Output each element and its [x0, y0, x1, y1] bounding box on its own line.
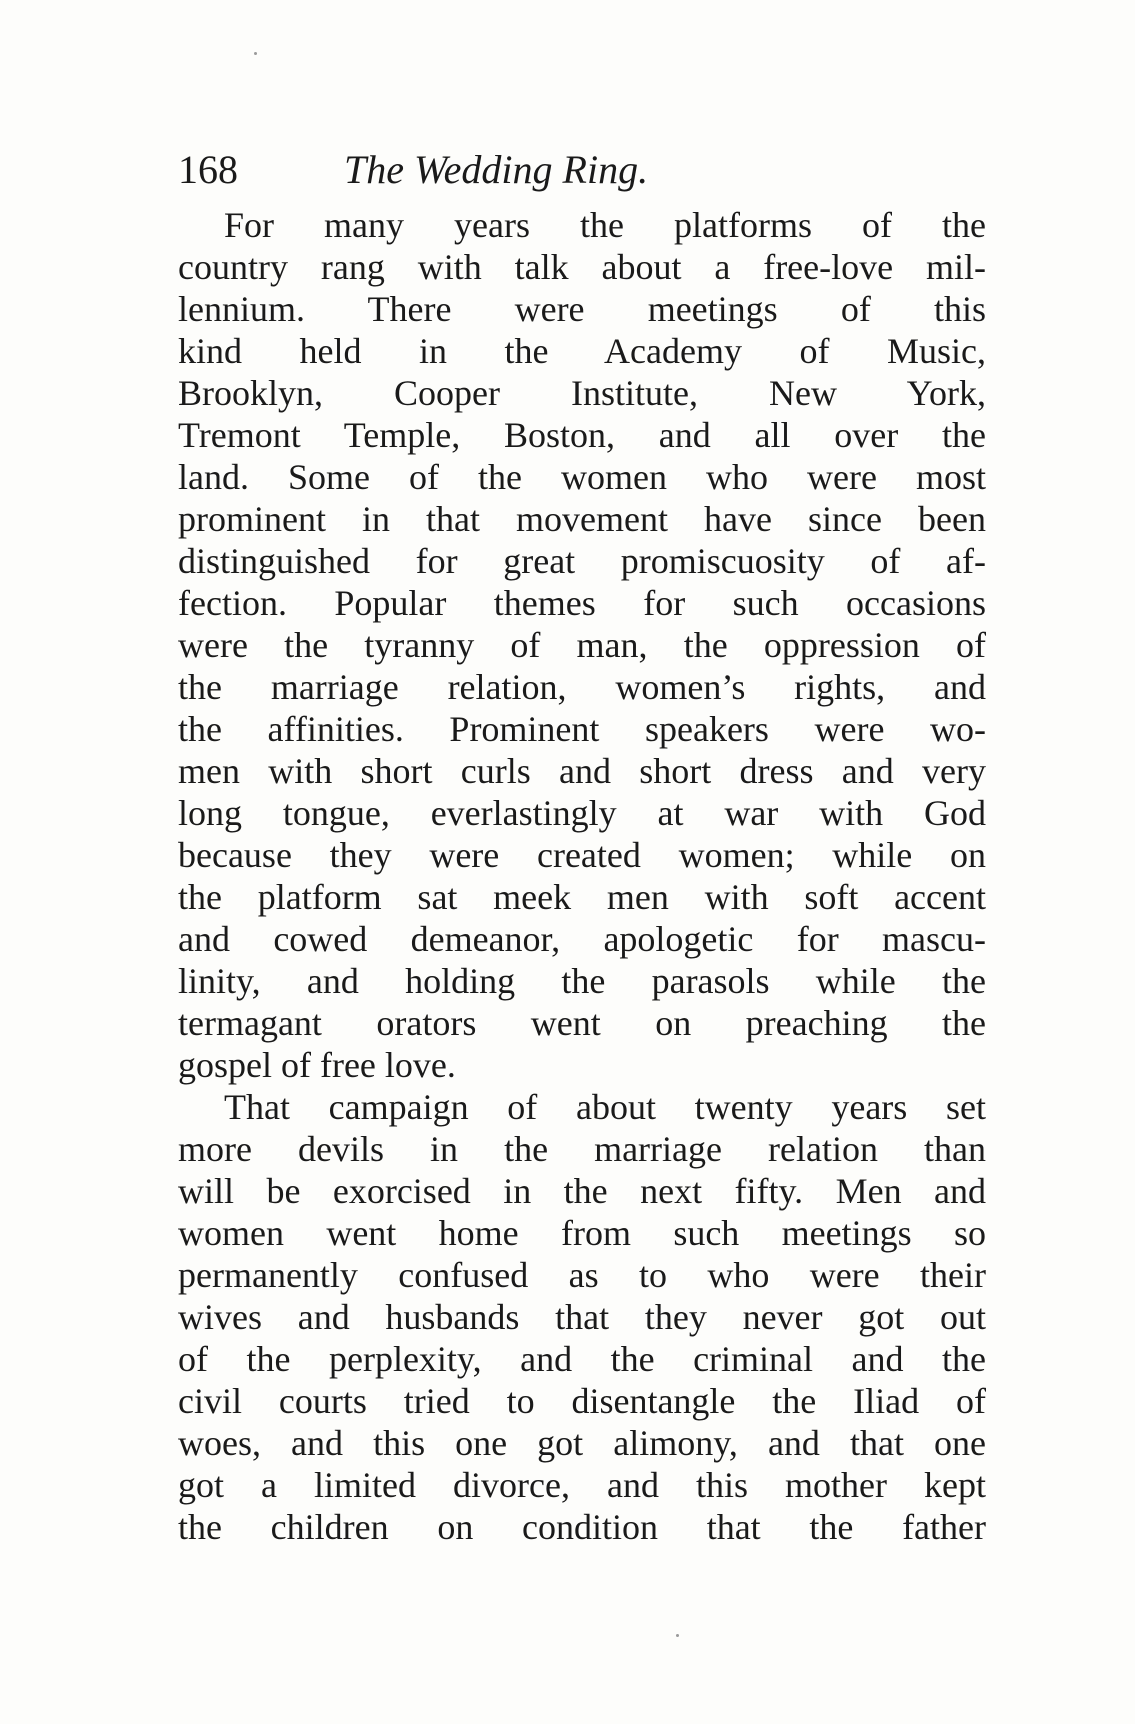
paper-speck — [254, 52, 257, 55]
text-line: were the tyranny of man, the oppression of — [178, 625, 986, 665]
text-line: the children on condition that the father — [178, 1507, 986, 1547]
text-line: will be exorcised in the next fifty. Men and — [178, 1171, 986, 1211]
text-line: That campaign of about twenty years set — [224, 1087, 986, 1127]
text-line: the platform sat meek men with soft accent — [178, 877, 986, 917]
text-line: country rang with talk about a free-love mil- — [178, 247, 986, 287]
text-line: Brooklyn, Cooper Institute, New York, — [178, 373, 986, 413]
running-title: The Wedding Ring. — [344, 147, 649, 192]
text-line: gospel of free love. — [178, 1045, 456, 1085]
text-line: woes, and this one got alimony, and that one — [178, 1423, 986, 1463]
text-line: kind held in the Academy of Music, — [178, 331, 986, 371]
paper-speck — [676, 1634, 679, 1637]
text-line: Tremont Temple, Boston, and all over the — [178, 415, 986, 455]
text-line: the marriage relation, women’s rights, and — [178, 667, 986, 707]
text-line: land. Some of the women who were most — [178, 457, 986, 497]
text-line: termagant orators went on preaching the — [178, 1003, 986, 1043]
text-line: the affinities. Prominent speakers were wo- — [178, 709, 986, 749]
page-header — [178, 140, 998, 200]
text-line: men with short curls and short dress and very — [178, 751, 986, 791]
text-line: prominent in that movement have since been — [178, 499, 986, 539]
text-line: women went home from such meetings so — [178, 1213, 986, 1253]
paragraph — [178, 1086, 986, 1548]
text-line: civil courts tried to disentangle the Iliad of — [178, 1381, 986, 1421]
body-text — [178, 204, 986, 1548]
text-line: because they were created women; while on — [178, 835, 986, 875]
text-line: permanently confused as to who were their — [178, 1255, 986, 1295]
text-line: For many years the platforms of the — [224, 205, 986, 245]
text-line: wives and husbands that they never got out — [178, 1297, 986, 1337]
text-line: and cowed demeanor, apologetic for mascu- — [178, 919, 986, 959]
page-number: 168 — [178, 147, 238, 192]
text-line: linity, and holding the parasols while the — [178, 961, 986, 1001]
text-line: of the perplexity, and the criminal and the — [178, 1339, 986, 1379]
text-line: got a limited divorce, and this mother kept — [178, 1465, 986, 1505]
text-line: distinguished for great promiscuosity of af- — [178, 541, 986, 581]
paragraph — [178, 204, 986, 1086]
text-line: lennium. There were meetings of this — [178, 289, 986, 329]
text-line: more devils in the marriage relation than — [178, 1129, 986, 1169]
text-line: long tongue, everlastingly at war with God — [178, 793, 986, 833]
text-line: fection. Popular themes for such occasions — [178, 583, 986, 623]
